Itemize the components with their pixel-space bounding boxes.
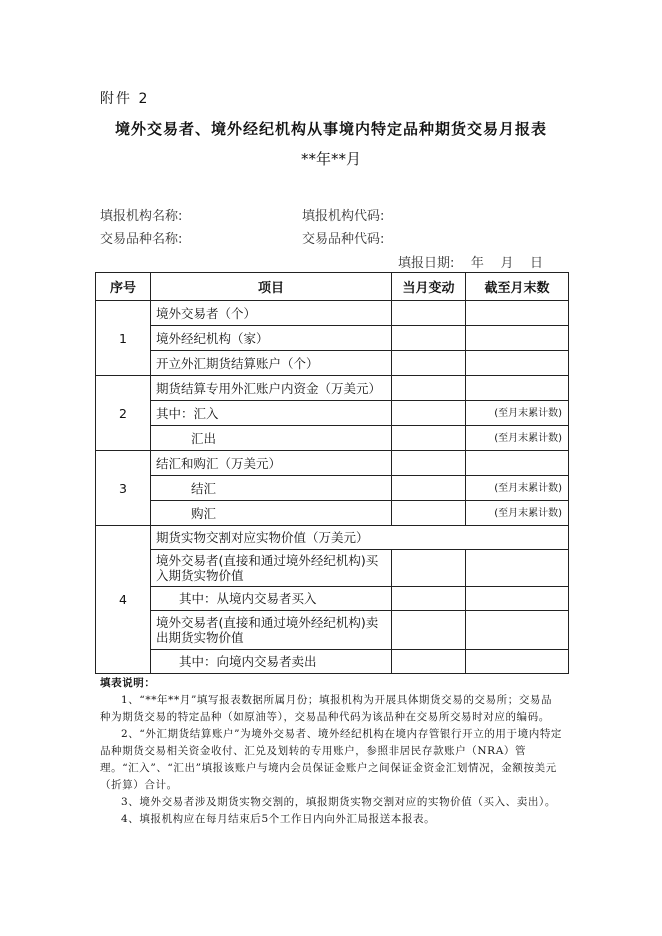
input-cell[interactable]	[466, 376, 569, 401]
cumulative-note: (至月末累计数)	[466, 476, 569, 501]
item-cell: 期货结算专用外汇账户内资金（万美元）	[151, 376, 392, 401]
header-monthly-change: 当月变动	[392, 273, 466, 301]
item-cell: 其中：从境内交易者买入	[151, 587, 392, 611]
input-cell[interactable]	[466, 611, 569, 650]
table-row	[96, 476, 569, 501]
input-cell[interactable]	[392, 611, 466, 650]
instruction-item: 2、“外汇期货结算账户”为境外交易者、境外经纪机构在境内存管银行开立的用于境内特定品种期货交易相关资金收付、汇兑及划转的专用账户，参照非居民存款账户（NRA）管理。“汇入”、“汇出”填报该账户与境内会员保证金账户之间保证金资金汇划情况，金额按美元（折算）合计。	[100, 728, 563, 791]
input-cell[interactable]	[392, 501, 466, 526]
attachment-label: 附件 2	[100, 91, 150, 107]
input-cell[interactable]	[392, 401, 466, 426]
table-row	[96, 301, 569, 326]
row-no: 3	[96, 451, 151, 526]
item-cell: 境外交易者(直接和通过境外经纪机构)买入期货实物价值	[151, 550, 392, 587]
input-cell[interactable]	[466, 550, 569, 587]
table-row	[96, 501, 569, 526]
row-no: 4	[96, 526, 151, 674]
cumulative-note: (至月末累计数)	[466, 401, 569, 426]
filling-instructions	[100, 675, 562, 828]
item-cell: 境外交易者（个）	[151, 301, 392, 326]
input-cell[interactable]	[392, 650, 466, 674]
report-title: 境外交易者、境外经纪机构从事境内特定品种期货交易月报表	[114, 120, 547, 138]
row-no: 2	[96, 376, 151, 451]
item-cell: 境外经纪机构（家）	[151, 326, 392, 351]
table-row	[96, 351, 569, 376]
table-header	[96, 273, 569, 301]
table-row	[96, 587, 569, 611]
table-row	[96, 326, 569, 351]
table-row	[96, 526, 569, 550]
table-row	[96, 376, 569, 401]
header-no: 序号	[96, 273, 151, 301]
product-name-label: 交易品种名称:	[100, 232, 183, 247]
item-cell: 境外交易者(直接和通过境外经纪机构)卖出期货实物价值	[151, 611, 392, 650]
header-item: 项目	[151, 273, 392, 301]
input-cell[interactable]	[466, 587, 569, 611]
input-cell[interactable]	[392, 550, 466, 587]
table-row	[96, 611, 569, 650]
report-period: **年**月	[300, 150, 361, 168]
input-cell[interactable]	[392, 326, 466, 351]
input-cell[interactable]	[466, 650, 569, 674]
table-row	[96, 451, 569, 476]
instruction-item: 3、境外交易者涉及期货实物交割的，填报期货实物交割对应的实物价值（买入、卖出）。	[121, 796, 556, 808]
header-month-end: 截至月末数	[466, 273, 569, 301]
instruction-item: 1、“**年**月”填写报表数据所属月份；填报机构为开展具体期货交易的交易所；交易品种为期货交易的特定品种（如原油等），交易品种代码为该品种在交易所交易时对应的编码。	[100, 694, 553, 723]
item-cell: 其中：汇入	[151, 401, 392, 426]
input-cell[interactable]	[392, 301, 466, 326]
table-row	[96, 426, 569, 451]
org-code-label: 填报机构代码:	[302, 209, 385, 224]
instruction-item: 4、填报机构应在每月结束后5个工作日内向外汇局报送本报表。	[121, 813, 436, 825]
input-cell[interactable]	[392, 426, 466, 451]
item-cell: 结汇	[151, 476, 392, 501]
org-name-label: 填报机构名称:	[100, 209, 183, 224]
item-cell: 购汇	[151, 501, 392, 526]
input-cell[interactable]	[392, 376, 466, 401]
item-cell: 开立外汇期货结算账户（个）	[151, 351, 392, 376]
report-table	[95, 272, 569, 674]
input-cell[interactable]	[466, 451, 569, 476]
table-row	[96, 550, 569, 587]
input-cell[interactable]	[466, 351, 569, 376]
table-row	[96, 401, 569, 426]
item-cell: 期货实物交割对应实物价值（万美元）	[151, 526, 569, 550]
row-no: 1	[96, 301, 151, 376]
input-cell[interactable]	[466, 301, 569, 326]
item-cell: 结汇和购汇（万美元）	[151, 451, 392, 476]
product-code-label: 交易品种代码:	[302, 232, 385, 247]
input-cell[interactable]	[392, 587, 466, 611]
cumulative-note: (至月末累计数)	[466, 501, 569, 526]
input-cell[interactable]	[392, 451, 466, 476]
input-cell[interactable]	[392, 351, 466, 376]
input-cell[interactable]	[466, 326, 569, 351]
item-cell: 其中：向境内交易者卖出	[151, 650, 392, 674]
instructions-heading: 填表说明：	[100, 677, 156, 689]
cumulative-note: (至月末累计数)	[466, 426, 569, 451]
table-row	[96, 650, 569, 674]
input-cell[interactable]	[392, 476, 466, 501]
report-date-label: 填报日期: 年 月 日	[398, 256, 543, 271]
item-cell: 汇出	[151, 426, 392, 451]
